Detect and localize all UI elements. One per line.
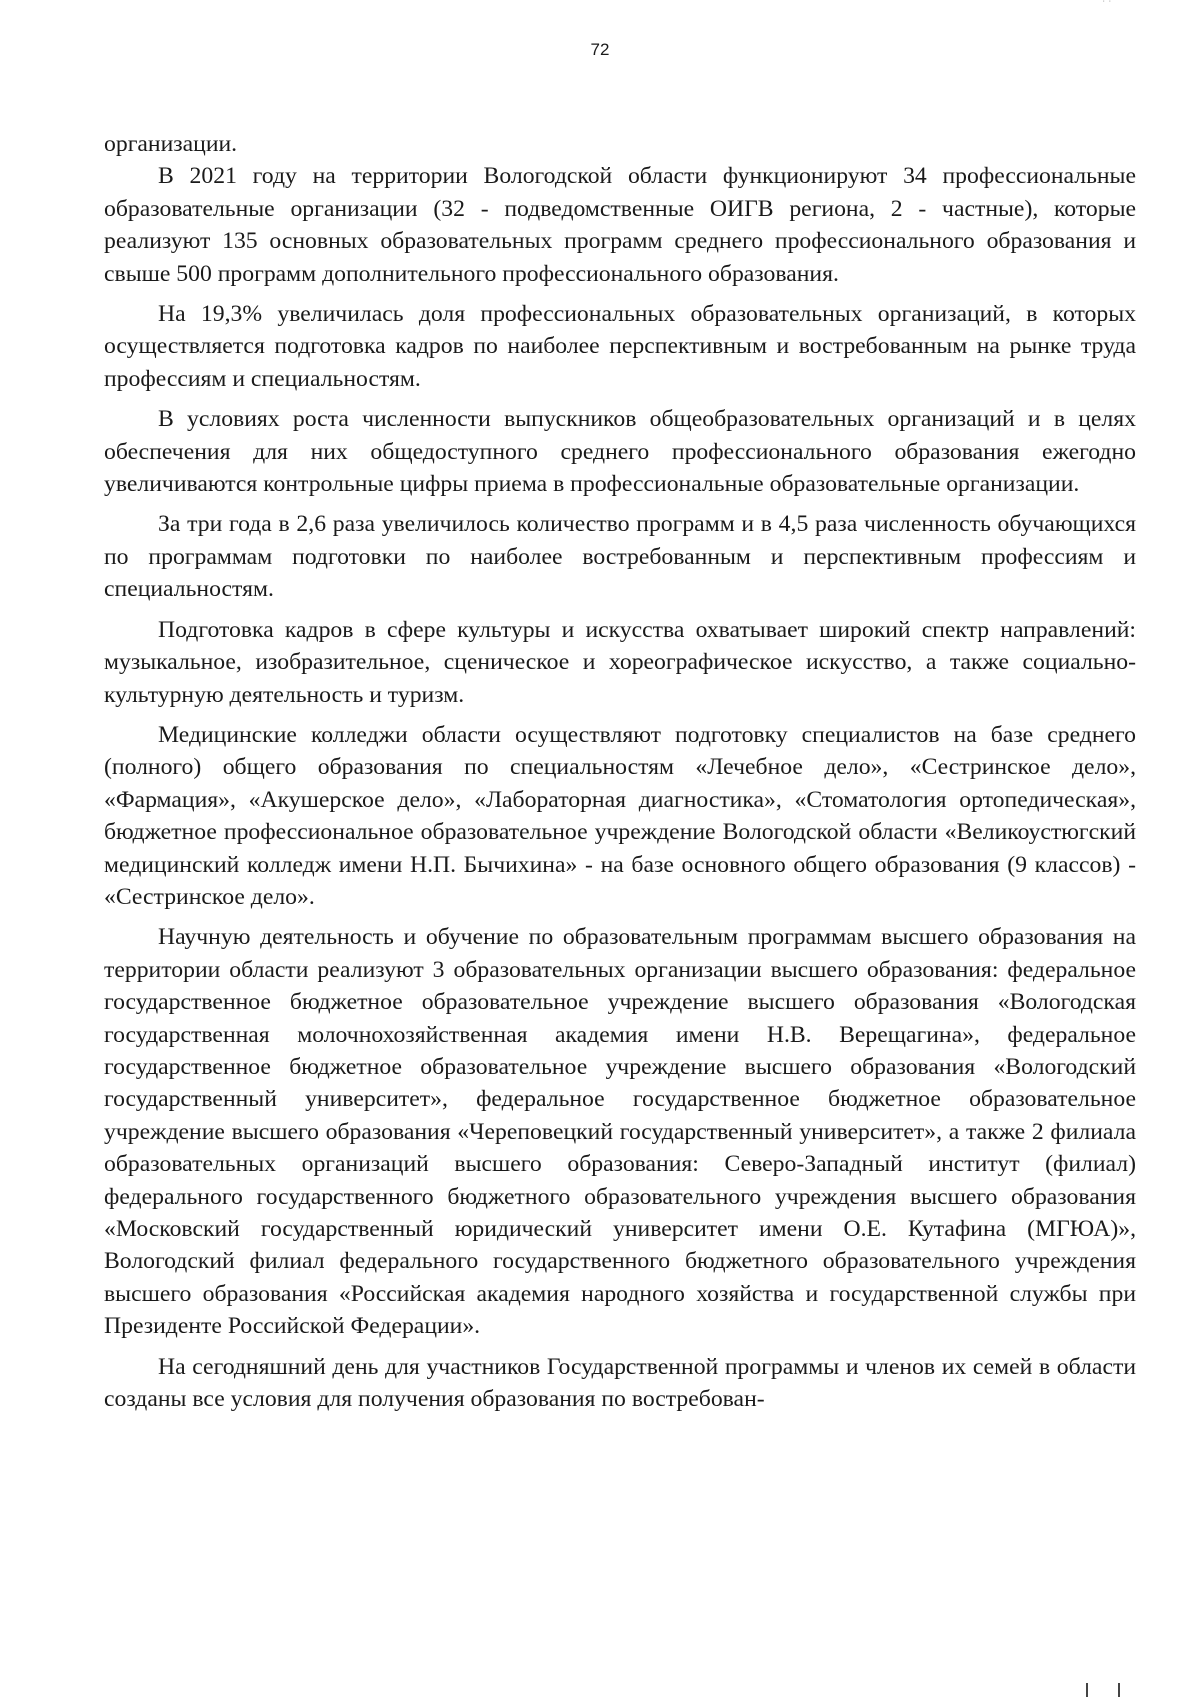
paragraph-gap: [104, 606, 1136, 614]
paragraph-higher-education: Научную деятельность и обучение по образовательным программам высшего образования на территории области реализуют 3 образовательных организации высшего образования: федеральное государственное бюджетное образовательное учреждение высшего образования «Вологодская государственная молочнохозяйственная академия имени Н.В. Верещагина», федеральное государственное бюджетное образовательное учреждение высшего образования «Вологодский государственный университет», федеральное государственное бюджетное образовательное учреждение высшего образования «Череповецкий государственный университет», а также 2 филиала образовательных организаций высшего образования: Северо-Западный институт (филиал) федерального государственного бюджетного образовательного учреждения высшего образования «Московский государственный юридический университет имени О.Е. Кутафина (МГЮА)», Вологодский филиал федерального государственного бюджетного образовательного учреждения высшего образования «Российская академия народного хозяйства и государственной службы при Президенте Российской Федерации».: [104, 924, 1136, 1340]
paragraph-gap: [104, 1343, 1136, 1351]
paragraph-gap: [104, 711, 1136, 719]
paragraph-continuation: организации.: [104, 131, 238, 157]
paragraph-gap: [104, 395, 1136, 403]
paragraph-vocational-organizations: В 2021 году на территории Вологодской области функционируют 34 профессиональные образовательные организации (32 - подведомственные ОИГВ региона, 2 - частные), которые реализуют 135 основных образовательных программ среднего профессионального образования и свыше 500 программ дополнительного профессионального образования.: [104, 163, 1136, 287]
paragraph-gap: [104, 290, 1136, 298]
paragraph-admission-figures: В условиях роста численности выпускников общеобразовательных организаций и в целях обеспечения для них общедоступного среднего профессионального образования ежегодно увеличиваются контрольные цифры приема в профессиональные образовательные организации.: [104, 406, 1136, 498]
paragraph-gap: [104, 500, 1136, 508]
paragraph-culture-arts: Подготовка кадров в сфере культуры и искусства охватывает широкий спектр направлений: музыкальное, изобразительное, сценическое и хореографическое искусство, а также социально-культурную деятельность и туризм.: [104, 616, 1136, 708]
body-text: [104, 128, 1136, 1415]
paragraph-programs-growth: За три года в 2,6 раза увеличилось количество программ и в 4,5 раза численность обучающихся по программам подготовки по наиболее востребованным и перспективным профессиям и специальностям.: [104, 511, 1136, 603]
paragraph-share-increase: На 19,3% увеличилась доля профессиональных образовательных организаций, в которых осуществляется подготовка кадров по наиболее перспективным и востребованным на рынке труда профессиям и специальностям.: [104, 301, 1136, 392]
paragraph-medical-colleges: Медицинские колледжи области осуществляют подготовку специалистов на базе среднего (полного) общего образования по специальностям «Лечебное дело», «Сестринское дело», «Фармация», «Акушерское дело», «Лабораторная диагностика», «Стоматология ортопедическая», бюджетное профессиональное образовательное учреждение Вологодской области «Великоустюгский медицинский колледж имени Н.П. Бычихина» - на базе основного общего образования (9 классов) - «Сестринское дело».: [104, 721, 1136, 910]
paragraph-gap: [104, 913, 1136, 921]
scan-mark-top: ˙ ˙: [1102, 0, 1112, 11]
page-number: 72: [590, 40, 610, 59]
scan-mark-bottom: [1086, 1683, 1120, 1697]
paragraph-program-participants: На сегодняшний день для участников Государственной программы и членов их семей в области созданы все условия для получения образования по востребован-: [104, 1353, 1136, 1413]
